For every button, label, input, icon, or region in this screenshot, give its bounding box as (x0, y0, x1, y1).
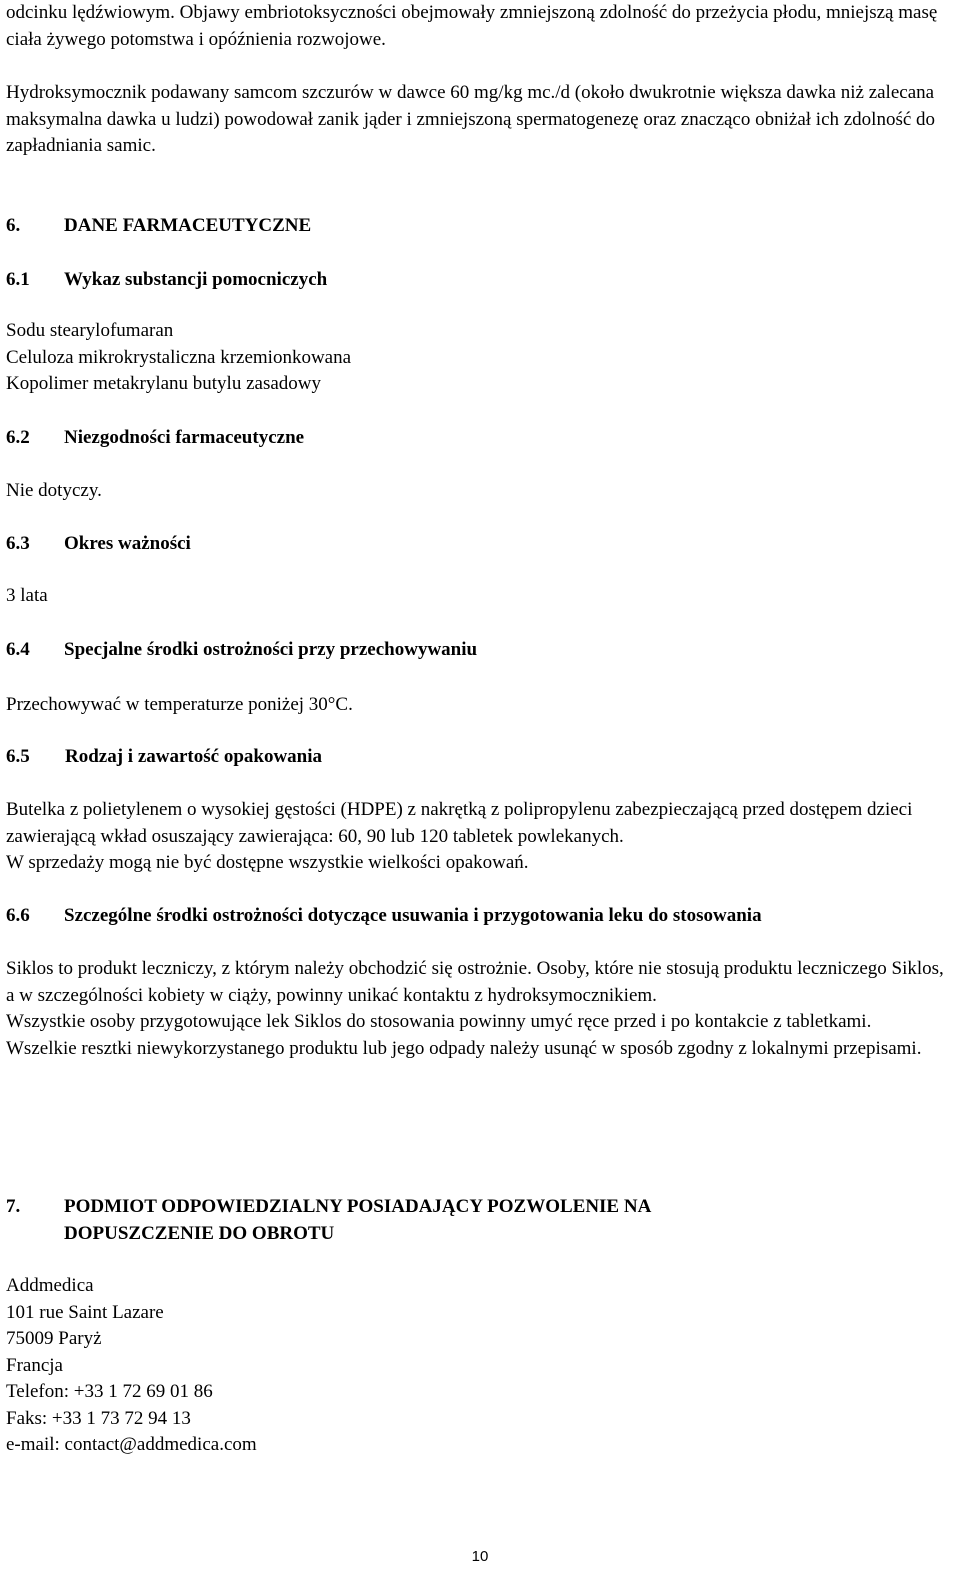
disposal-paragraph-1: Siklos to produkt leczniczy, z którym należy obchodzić się ostrożnie. Osoby, które nie stosują produktu leczniczego Siklos, a w szczególności kobiety w ciąży, powinny unikać kontaktu z hydroksymocznikiem. (6, 958, 944, 1006)
section-title: Niezgodności farmaceutyczne (64, 427, 305, 448)
disposal-paragraph-3: Wszelkie resztki niewykorzystanego produktu lub jego odpady należy usunąć w sposób zgodny z lokalnymi przepisami. (6, 1037, 922, 1059)
section-6-2-text: Nie dotyczy. (6, 480, 102, 501)
marketing-authorisation-holder (6, 1273, 956, 1459)
section-6-4-heading (6, 638, 477, 662)
list-item: Kopolimer metakrylanu butylu zasadowy (6, 373, 322, 394)
phone: Telefon: +33 1 72 69 01 86 (6, 1381, 213, 1402)
list-item: Celuloza mikrokrystaliczna krzemionkowana (6, 346, 352, 368)
section-6-6-text (6, 956, 956, 1062)
section-title: Okres ważności (64, 533, 191, 554)
section-6-heading (6, 214, 311, 238)
section-number: 6. (6, 215, 21, 236)
section-number: 6.6 (6, 905, 30, 926)
section-title: Rodzaj i zawartość opakowania (65, 746, 323, 767)
section-7-heading-line-2: DOPUSZCZENIE DO OBROTU (64, 1223, 335, 1244)
section-title: Wykaz substancji pomocniczych (64, 269, 328, 290)
section-6-5-heading (6, 745, 322, 769)
section-title-line-1: PODMIOT ODPOWIEDZIALNY POSIADAJĄCY POZWOLENIE NA (64, 1196, 652, 1217)
list-item: Sodu stearylofumaran (6, 320, 174, 341)
disposal-paragraph-2: Wszystkie osoby przygotowujące lek Siklos do stosowania powinny umyć ręce przed i po kontakcie z tabletkami. (6, 1011, 872, 1032)
section-number: 6.5 (6, 746, 30, 767)
packaging-note: W sprzedaży mogą nie być dostępne wszystkie wielkości opakowań. (6, 852, 529, 873)
country: Francja (6, 1354, 63, 1376)
section-6-3-text: 3 lata (6, 585, 48, 606)
section-title: DANE FARMACEUTYCZNE (64, 215, 312, 236)
section-number: 6.1 (6, 269, 30, 290)
excipients-list (6, 318, 956, 398)
intro-text (6, 0, 956, 160)
section-title: Specjalne środki ostrożności przy przechowywaniu (64, 639, 478, 660)
packaging-description: Butelka z polietylenem o wysokiej gęstości (HDPE) z nakrętką z polipropylenu zabezpieczającą przed dostępem dzieci zawierającą wkład osuszający zawierająca: 60, 90 lub 120 tabletek powlekanych. (6, 799, 913, 847)
section-6-4-text: Przechowywać w temperaturze poniżej 30°C. (6, 694, 353, 715)
section-6-3-heading (6, 532, 191, 556)
email: e-mail: contact@addmedica.com (6, 1434, 257, 1455)
section-6-6-heading (6, 904, 762, 928)
page-number: 10 (471, 1548, 489, 1565)
intro-paragraph-1: odcinku lędźwiowym. Objawy embriotoksyczności obejmowały zmniejszoną zdolność do przeżycia płodu, mniejszą masę ciała żywego potomstwa i opóźnienia rozwojowe. (6, 2, 938, 50)
section-6-5-text (6, 797, 956, 877)
section-number: 6.3 (6, 533, 30, 554)
section-title: Szczególne środki ostrożności dotyczące usuwania i przygotowania leku do stosowania (64, 905, 762, 926)
section-number: 6.2 (6, 427, 30, 448)
company-name: Addmedica (6, 1275, 94, 1296)
fax: Faks: +33 1 73 72 94 13 (6, 1407, 191, 1429)
postal-city: 75009 Paryż (6, 1328, 102, 1349)
section-number: 6.4 (6, 639, 30, 660)
section-6-1-heading (6, 268, 327, 292)
section-number: 7. (6, 1196, 21, 1217)
street-address: 101 rue Saint Lazare (6, 1301, 164, 1323)
section-6-2-heading (6, 426, 304, 450)
intro-paragraph-2: Hydroksymocznik podawany samcom szczurów w dawce 60 mg/kg mc./d (około dwukrotnie większa dawka niż zalecana maksymalna dawka u ludzi) powodował zanik jąder i zmniejszoną spermatogenezę oraz znacząco obniżał ich zdolność do zapładniania samic. (6, 82, 936, 156)
section-7-heading (6, 1195, 651, 1219)
